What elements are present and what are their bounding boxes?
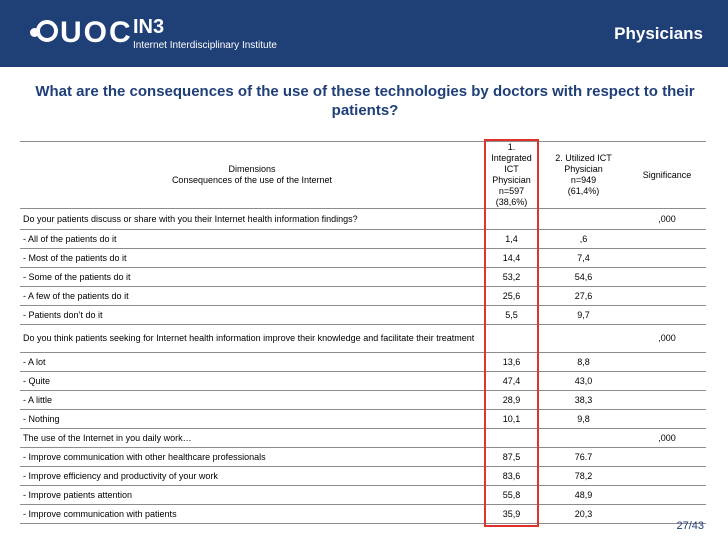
integrated-value: 1,4 (484, 230, 539, 249)
significance-value: ,000 (628, 209, 706, 230)
integrated-value: 13,6 (484, 353, 539, 372)
integrated-value: 83,6 (484, 467, 539, 486)
row-label: - Patients don’t do it (20, 306, 484, 325)
utilized-value: 38,3 (539, 391, 628, 410)
significance-value (628, 372, 706, 391)
significance-value (628, 448, 706, 467)
slide-question: What are the consequences of the use of these technologies by doctors with respect to their patients? (35, 83, 695, 119)
header-dimensions-line-1: Dimensions (228, 164, 276, 174)
utilized-value: 7,4 (539, 249, 628, 268)
utilized-value: 54,6 (539, 268, 628, 287)
utilized-value: 78,2 (539, 467, 628, 486)
significance-value (628, 486, 706, 505)
row-label: - A little (20, 391, 484, 410)
significance-value (628, 353, 706, 372)
significance-value (628, 268, 706, 287)
table-header-row (20, 142, 706, 209)
row-label: - Improve efficiency and productivity of your work (20, 467, 484, 486)
table-row (20, 429, 706, 448)
row-label: - Some of the patients do it (20, 268, 484, 287)
significance-value: ,000 (628, 325, 706, 353)
page-number: 27/43 (676, 520, 704, 532)
row-label: - Improve communication with other healthcare professionals (20, 448, 484, 467)
header-bar (0, 0, 728, 67)
integrated-value: 35,9 (484, 505, 539, 524)
row-label: - Improve patients attention (20, 486, 484, 505)
header-integrated (484, 142, 539, 209)
header-significance: Significance (628, 142, 706, 209)
table-row (20, 410, 706, 429)
row-label: - A few of the patients do it (20, 287, 484, 306)
row-label: - Improve communication with patients (20, 505, 484, 524)
row-label: - Most of the patients do it (20, 249, 484, 268)
logo-uoc-text: UOC (60, 16, 133, 49)
utilized-value (539, 429, 628, 448)
row-label: - Quite (20, 372, 484, 391)
table-row (20, 249, 706, 268)
significance-value (628, 306, 706, 325)
integrated-value (484, 209, 539, 230)
utilized-value: 20,3 (539, 505, 628, 524)
table-row (20, 209, 706, 230)
table-row (20, 325, 706, 353)
row-label: - Nothing (20, 410, 484, 429)
integrated-value: 87,5 (484, 448, 539, 467)
header-title: Physicians (614, 24, 703, 43)
significance-value: ,000 (628, 429, 706, 448)
utilized-value: 27,6 (539, 287, 628, 306)
integrated-value: 5,5 (484, 306, 539, 325)
row-label: Do your patients discuss or share with you their Internet health information findings? (20, 209, 484, 230)
table-row (20, 448, 706, 467)
header-integrated-line: ICT (504, 164, 519, 174)
row-label: - A lot (20, 353, 484, 372)
table-row (20, 353, 706, 372)
integrated-value: 53,2 (484, 268, 539, 287)
row-label: - All of the patients do it (20, 230, 484, 249)
utilized-value: 76.7 (539, 448, 628, 467)
row-label: Do you think patients seeking for Internet health information improve their knowledge and facilitate their treatment (20, 325, 484, 353)
integrated-value: 47,4 (484, 372, 539, 391)
significance-value (628, 410, 706, 429)
utilized-value: 48,9 (539, 486, 628, 505)
integrated-value: 28,9 (484, 391, 539, 410)
header-dimensions-line-2: Consequences of the use of the Internet (171, 175, 333, 185)
header-integrated-line: 1. Integrated (491, 142, 532, 163)
table-row (20, 372, 706, 391)
table-row (20, 505, 706, 524)
table-row (20, 391, 706, 410)
table-row (20, 287, 706, 306)
integrated-value: 55,8 (484, 486, 539, 505)
integrated-value (484, 325, 539, 353)
results-table (20, 141, 706, 524)
significance-value (628, 391, 706, 410)
utilized-value (539, 325, 628, 353)
utilized-value: 8,8 (539, 353, 628, 372)
integrated-value: 10,1 (484, 410, 539, 429)
header-utilized-line: Physician (564, 164, 603, 174)
table-row (20, 486, 706, 505)
header-dimensions (20, 142, 484, 209)
utilized-value: 9,7 (539, 306, 628, 325)
table-row (20, 306, 706, 325)
utilized-value (539, 209, 628, 230)
header-integrated-line: (38,6%) (495, 197, 528, 207)
significance-value (628, 249, 706, 268)
table-row (20, 467, 706, 486)
header-utilized-line: (61,4%) (567, 186, 600, 196)
utilized-value: 43,0 (539, 372, 628, 391)
significance-value (628, 230, 706, 249)
logo-in3-text: IN3 (133, 16, 165, 38)
integrated-value: 25,6 (484, 287, 539, 306)
logo-subtitle: Internet Interdisciplinary Institute (133, 40, 277, 51)
header-utilized-line: 2. Utilized ICT (555, 153, 612, 163)
significance-value (628, 287, 706, 306)
header-integrated-line: n=597 (498, 186, 525, 196)
table-row (20, 230, 706, 249)
integrated-value (484, 429, 539, 448)
utilized-value: 9,8 (539, 410, 628, 429)
header-utilized (539, 142, 628, 209)
table-row (20, 268, 706, 287)
header-utilized-line: n=949 (570, 175, 597, 185)
significance-value (628, 467, 706, 486)
row-label: The use of the Internet in you daily work… (20, 429, 484, 448)
utilized-value: ,6 (539, 230, 628, 249)
logo-ring-icon (36, 20, 58, 42)
integrated-value: 14,4 (484, 249, 539, 268)
header-integrated-line: Physician (492, 175, 531, 185)
